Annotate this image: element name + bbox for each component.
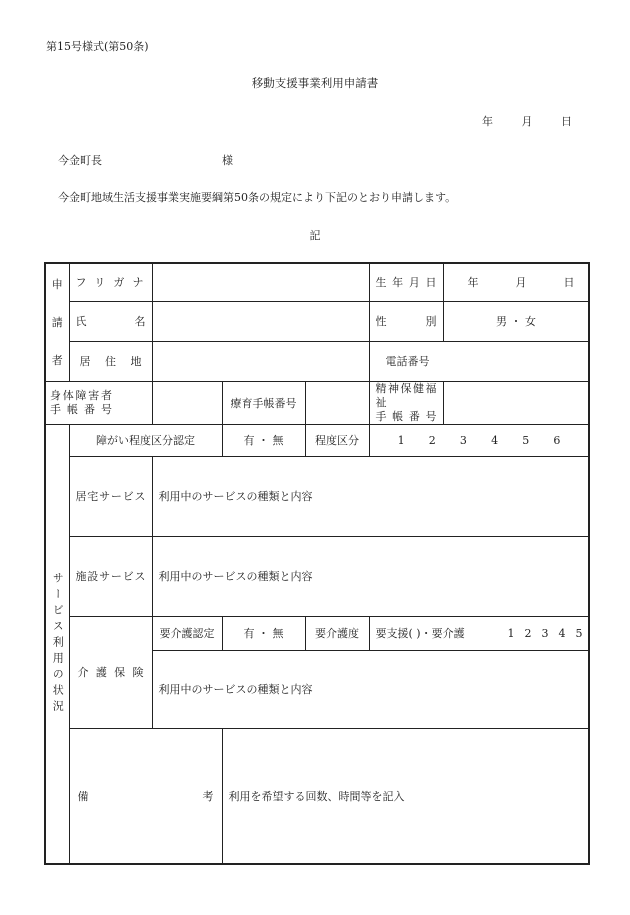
care-cert-yes-no[interactable]: 有 ・ 無 xyxy=(222,616,305,650)
service-status-label: サービス利用の状況 xyxy=(45,424,69,864)
care-level-3[interactable]: 3 xyxy=(541,626,549,640)
care-level-label: 要介護度 xyxy=(305,616,369,650)
care-insurance-label: 介護保険 xyxy=(69,616,152,728)
grade-1[interactable]: 1 xyxy=(397,433,405,447)
applicant-side-label xyxy=(45,263,69,381)
remarks-char: 備 xyxy=(77,789,89,803)
disability-cert-yes-no[interactable]: 有 ・ 無 xyxy=(222,424,305,456)
grade-label: 程度区分 xyxy=(305,424,369,456)
name-field[interactable] xyxy=(152,301,369,341)
care-level-5[interactable]: 5 xyxy=(575,626,583,640)
side-char: 請 xyxy=(51,316,63,330)
birth-year-label: 年 xyxy=(467,276,479,290)
sex-label: 性別 xyxy=(369,301,443,341)
facility-service-content[interactable] xyxy=(152,536,589,616)
birthdate-field[interactable] xyxy=(443,263,589,301)
care-service-content[interactable] xyxy=(152,650,589,728)
day-label: 日 xyxy=(561,115,572,128)
application-statement: 今金町地域生活支援事業実施要綱第50条の規定により下記のとおり申請します。 xyxy=(58,191,457,204)
care-level-1[interactable]: 1 xyxy=(507,626,515,640)
ryouiku-cert-label: 療育手帳番号 xyxy=(222,381,305,424)
facility-service-content-label: 利用中のサービスの種類と内容 xyxy=(158,570,313,583)
grade-5[interactable]: 5 xyxy=(522,433,530,447)
facility-service-label: 施設サービス xyxy=(69,536,152,616)
disability-cert-label: 障がい程度区分認定 xyxy=(69,424,222,456)
grade-3[interactable]: 3 xyxy=(459,433,467,447)
side-char: 者 xyxy=(51,354,63,368)
ki-heading: 記 xyxy=(309,229,321,242)
care-level-options[interactable] xyxy=(369,616,589,650)
sex-options[interactable]: 男 ・ 女 xyxy=(443,301,589,341)
application-form-table xyxy=(44,262,590,865)
home-service-content-label: 利用中のサービスの種類と内容 xyxy=(158,490,313,503)
remarks-char: 考 xyxy=(202,789,214,803)
address-field[interactable] xyxy=(152,341,369,381)
care-level-2[interactable]: 2 xyxy=(524,626,532,640)
physical-cert-label: 身体障害者 手帳番号 xyxy=(45,381,152,424)
name-label: 氏名 xyxy=(69,301,152,341)
home-service-content[interactable] xyxy=(152,456,589,536)
birth-day-label: 日 xyxy=(563,276,575,290)
grade-4[interactable]: 4 xyxy=(491,433,499,447)
grade-2[interactable]: 2 xyxy=(428,433,436,447)
side-char: 申 xyxy=(51,278,63,292)
care-cert-label: 要介護認定 xyxy=(152,616,222,650)
month-label: 月 xyxy=(521,115,533,128)
home-service-label: 居宅サービス xyxy=(69,456,152,536)
birth-month-label: 月 xyxy=(515,276,527,290)
phone-label: 電話番号 xyxy=(385,355,430,368)
mental-cert-field[interactable] xyxy=(443,381,589,424)
honorific: 様 xyxy=(222,154,233,167)
remarks-field[interactable] xyxy=(222,728,589,864)
document-title: 移動支援事業利用申請書 xyxy=(251,76,379,90)
furigana-label: フリガナ xyxy=(69,263,152,301)
grade-6[interactable]: 6 xyxy=(553,433,561,447)
care-level-4[interactable]: 4 xyxy=(558,626,566,640)
form-number: 第15号様式(第50条) xyxy=(46,40,149,53)
physical-cert-field[interactable] xyxy=(152,381,222,424)
mental-cert-label: 精神保健福祉 手帳番号 xyxy=(369,381,443,424)
year-label: 年 xyxy=(482,115,493,128)
remarks-instruction: 利用を希望する回数、時間等を記入 xyxy=(228,789,405,803)
ryouiku-cert-field[interactable] xyxy=(305,381,369,424)
address-label: 居住地 xyxy=(69,341,152,381)
phone-field[interactable] xyxy=(369,341,589,381)
furigana-field[interactable] xyxy=(152,263,369,301)
care-service-content-label: 利用中のサービスの種類と内容 xyxy=(158,683,313,696)
care-level-text: 要支援( )・要介護 xyxy=(375,627,465,640)
remarks-label xyxy=(69,728,222,864)
grade-options[interactable] xyxy=(369,424,589,456)
birthdate-label: 生年月日 xyxy=(369,263,443,301)
application-date xyxy=(482,113,572,129)
addressee: 今金町長 xyxy=(58,154,102,167)
